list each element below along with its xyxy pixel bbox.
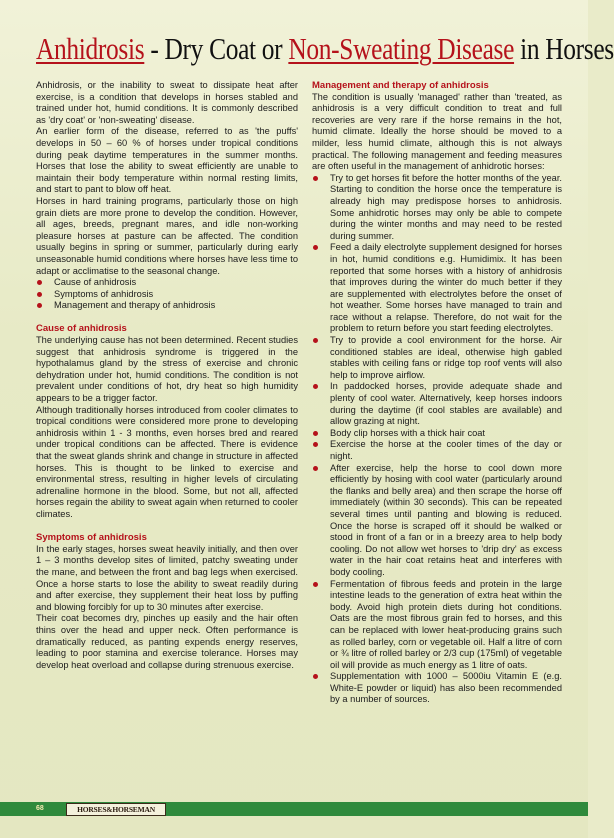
spacer — [36, 521, 298, 533]
bullet-icon — [313, 245, 318, 250]
management-item-text: Feed a daily electrolyte supplement designed for horses in hot, humid conditions e.g. Humidimix. It has been reported that some horses with a history of anhidrosis that improves during the winter do much better if they are supplemented with electrolytes before the onset of hot weather. Some horses have managed to train and race without a relapse. Therefore, do not wait for the problem to return before you start feeding electrolytes. — [330, 242, 562, 334]
management-item-text: Try to get horses fit before the hotter months of the year. Starting to condition the horse once the temperature is already high may predispose horses to anhidrosis. Some anhidrotic horses may only be able to compete during the winter months and may need to be rested during summer. — [330, 172, 562, 241]
management-item-text: Body clip horses with a thick hair coat — [330, 427, 486, 438]
contents-item-label: Management and therapy of anhidrosis — [54, 300, 216, 311]
bullet-icon — [313, 338, 318, 343]
management-item — [312, 428, 562, 440]
cause-paragraph-1: The underlying cause has not been determined. Recent studies suggest that anhidrosis syndrome is triggered in the hypothalamus gland by the stress of exercise and chronic dehydration under hot, humid conditions. The condition is not prevalent under conditions of hot, dry heat so high humidity appears to be a trigger factor. — [36, 335, 298, 404]
bullet-icon — [37, 292, 42, 297]
management-item — [312, 242, 562, 335]
contents-list — [36, 277, 298, 312]
symptoms-paragraph-2: Their coat becomes dry, pinches up easily and the hair often thins over the head and upper neck. Often performance is dramatically reduced, as panting expends energy reserves, leading to poor stamina and exercise tolerance. Horses may develop heat overload and collapse during strenuous exercise. — [36, 613, 298, 670]
bullet-icon — [313, 466, 318, 471]
management-list — [312, 173, 562, 706]
management-item — [312, 173, 562, 243]
intro-paragraph-2: An earlier form of the disease, referred to as 'the puffs' develops in 50 – 60 % of horses under tropical conditions during peak daytime temperatures in the summer months. Horses that lose the ability to sweat efficiently are unable to maintain their body temperature within normal resting limits, and start to pant to blow off heat. — [36, 126, 298, 195]
bullet-icon — [313, 384, 318, 389]
management-item — [312, 671, 562, 706]
article-title — [36, 30, 614, 70]
management-item-text: In paddocked horses, provide adequate shade and plenty of cool water. Alternatively, keep horses indoors during the daytime (if cool stables are available) and allow grazing at night. — [330, 381, 562, 427]
spacer — [36, 312, 298, 324]
title-in-horses: in Horses — [514, 31, 614, 66]
magazine-logo: HORSES&HORSEMAN — [66, 803, 166, 816]
management-item — [312, 463, 562, 579]
management-item-text: Supplementation with 1000 – 5000iu Vitamin E (e.g. White-E powder or liquid) has also been recommended by a number of sources. — [330, 671, 562, 705]
management-item — [312, 439, 562, 462]
management-item-text: Exercise the horse at the cooler times of the day or night. — [330, 439, 562, 461]
title-anhidrosis: Anhidrosis — [36, 31, 145, 66]
bullet-icon — [37, 303, 42, 308]
cause-paragraph-2: Although traditionally horses introduced from cooler climates to tropical conditions were considered more prone to developing anhidrosis within 1 - 3 months, even horses bred and reared under tropical conditions can be affected. There is evidence that the sweat glands shrink and change in structure in affected horses. This is thought to be linked to exercise and environmental stress, resulting in higher levels of circulating adrenaline hormone in the blood. Some, but not all, affected horses regain the ability to sweat again when returned to cooler climates. — [36, 404, 298, 519]
management-paragraph-1: The condition is usually 'managed' rather than 'treated, as anhidrosis is a very difficult condition to treat and full recoveries are very rare if the horse remains in the hot, humid climate. Ideally the horse should be moved to a milder, less humid climate, although this is not always practical. The following management and feeding measures are often useful in the management of anhidrotic horses: — [312, 91, 562, 172]
title-dry-coat: Dry Coat — [164, 31, 256, 66]
intro-paragraph-3: Horses in hard training programs, particularly those on high grain diets are more prone to develop the condition. However, all ages, breeds, pregnant mares, and idle non-working pleasure horses at pasture can be affected. The condition usually begins in spring or summer, particularly during early unseasonable humid conditions where horses have less time to adapt or acclimatise to the seasonal change. — [36, 195, 298, 276]
bullet-icon — [313, 674, 318, 679]
contents-item-label: Symptoms of anhidrosis — [54, 288, 154, 299]
management-item-text: After exercise, help the horse to cool down more efficiently by hosing with cool water (particularly around the flanks and belly area) and then scrape the horse off immediately (within 30 seconds). This can be repeated several times until panting and blowing is reduced. Once the horse is scraped off it should be walked or stood in front of a fan or in a breezy area to help body cooling. Do not allow wet horses to 'drip dry' as excess water in the hair coat retains heat and interferes with body cooling. — [330, 462, 562, 577]
bullet-icon — [313, 582, 318, 587]
page-number: 68 — [36, 805, 44, 812]
cause-heading: Cause of anhidrosis — [36, 323, 127, 335]
management-item — [312, 335, 562, 381]
title-non-sweating-disease: Non-Sweating Disease — [288, 31, 515, 66]
intro-paragraph-1: Anhidrosis, or the inability to sweat to dissipate heat after exercise, is a condition that develops in horses stabled and trained under hot, humid conditions. It is commonly described as 'dry coat' or 'non-sweating' disease. — [36, 80, 298, 125]
management-item — [312, 579, 562, 672]
management-item-text: Fermentation of fibrous feeds and protein in the large intestine leads to the generation of extra heat within the body. Avoid high protein diets during hot conditions. Oats are the most fibrous grain fed to horses, and this can be replaced with lower heat-producing grains such as rolled barley, corn or vegetable oil. Half a litre of corn or ¾ litre of rolled barley or 2/3 cup (175ml) of vegetable oil will provide as much energy as 1 litre of oats. — [330, 578, 562, 670]
right-column — [312, 80, 562, 706]
management-item — [312, 381, 562, 427]
management-heading: Management and therapy of anhidrosis — [312, 80, 489, 91]
title-dash: - — [144, 31, 165, 66]
bullet-icon — [313, 431, 318, 436]
contents-item — [36, 277, 298, 289]
bullet-icon — [313, 176, 318, 181]
symptoms-heading: Symptoms of anhidrosis — [36, 532, 147, 544]
contents-item — [36, 289, 298, 301]
symptoms-paragraph-1: In the early stages, horses sweat heavily initially, and then over 1 – 3 months develop sites of limited, patchy sweating under the mane, and between the front and bag legs when exercised. Once a horse starts to lose the ability to sweat readily during and after exercise, they supplement their heat loss by puffing and blowing forcibly for up to 30 minutes after exercise. — [36, 543, 298, 612]
bullet-icon — [313, 442, 318, 447]
contents-item-label: Cause of anhidrosis — [54, 277, 137, 288]
management-item-text: Try to provide a cool environment for the horse. Air conditioned stables are ideal, otherwise high gabled stables with ceiling fans or ridge top roof vents will also help to improve airflow. — [330, 335, 562, 380]
left-column — [36, 80, 298, 671]
title-or: or — [255, 31, 289, 66]
bullet-icon — [37, 280, 42, 285]
contents-item — [36, 300, 298, 312]
